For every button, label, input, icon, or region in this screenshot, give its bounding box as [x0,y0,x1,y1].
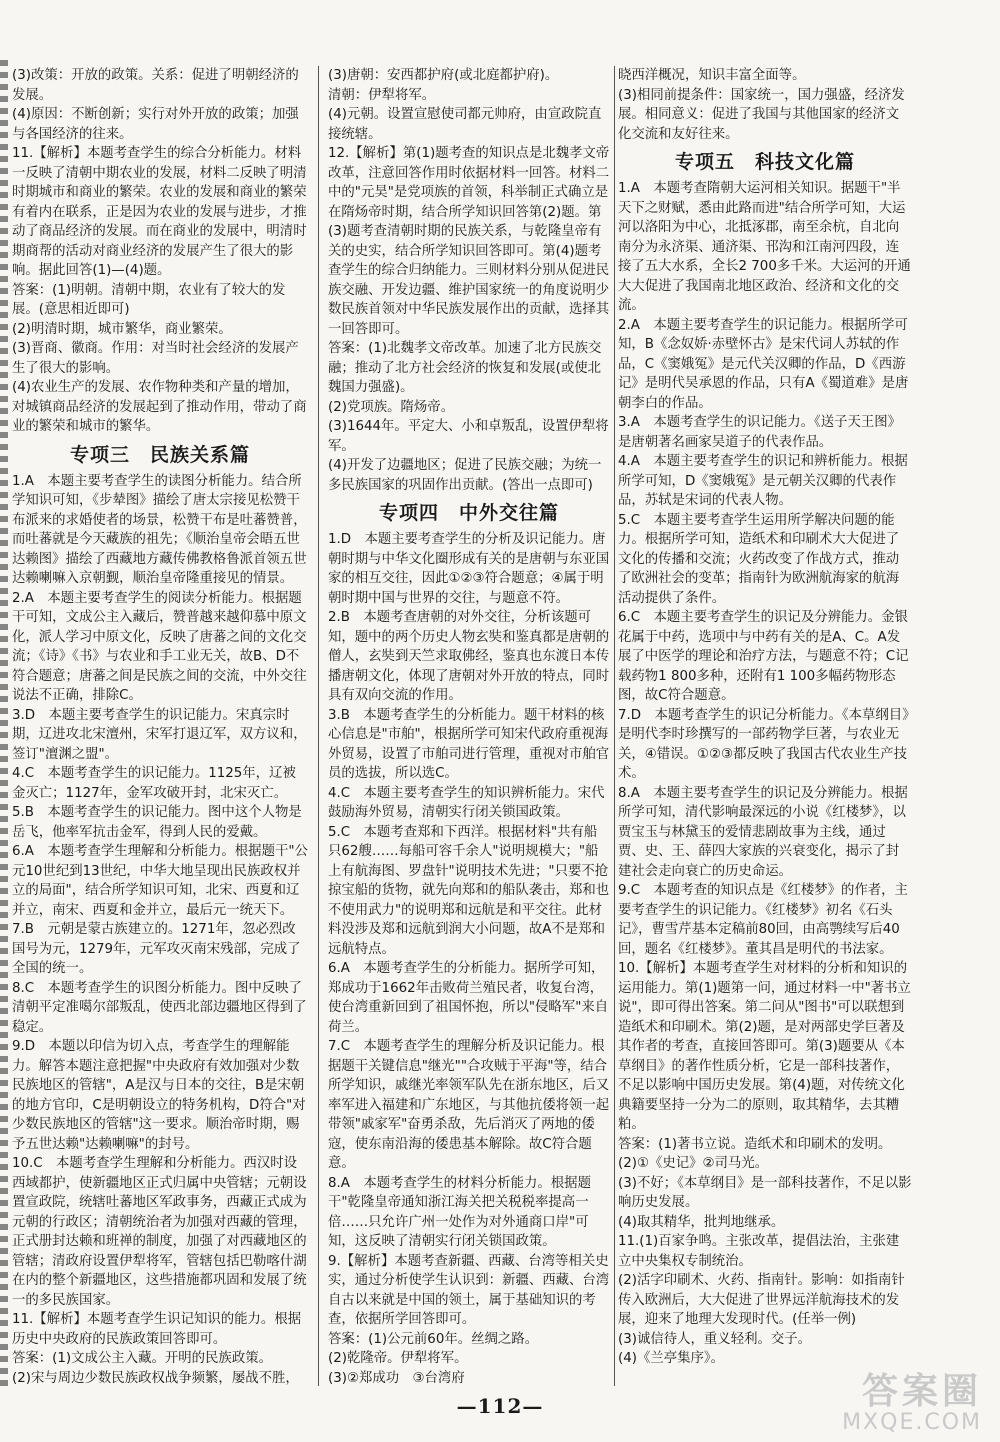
answer-paragraph: 3.A 本题考查学生的识记能力。《送子天王图》是唐朝著名画家吴道子的代表作品。 [618,415,902,450]
answer-paragraph: (3)②郑成功 ③台湾府 [328,1370,465,1386]
answer-paragraph: 6.A 本题考查学生的分析能力。据所学可知，郑成功于1662年击败荷兰殖民者，收复台湾，使台湾重新回到了祖国怀抱，所以"侵略军"来自荷兰。 [328,961,609,1035]
answer-paragraph: 4.C 本题考查学生的识记能力。1125年，辽被金灭亡；1127年，金军攻破开封，北宋灭亡。 [12,766,296,801]
answer-paragraph: 9.C 本题考查的知识点是《红楼梦》的作者，主要考查学生的识记能力。《红楼梦》初名《石头记》，曹雪芹基本定稿前80回，由高鹗续写后40回，题名《红楼梦》。董其昌是明代的书法家。 [618,883,908,957]
watermark-logo [762,1372,982,1436]
page-number: —112— [456,1394,544,1418]
column-divider [614,66,615,1386]
answer-paragraph: 12.【解析】第(1)题考查的知识点是北魏孝文帝改革，注意回答作用时依据材料一回答。材料二中的"元昊"是党项族的首领，科举制正式确立是在隋炀帝时期，结合所学知识回答第(2)题。第(3)题考查清朝时期的民族关系，与乾隆皇帝有关的史实，结合所学知识回答即可。第(4)题考查学生的综合归纳能力。三则材料分别从促进民族交融、开发边疆、维护国家统一的角度说明少数民族首领对中华民族发展作出的贡献，选择其一回答即可。 [328,146,610,337]
answer-paragraph: (2)党项族。隋炀帝。 [328,399,455,415]
answer-paragraph: (2)宋与周边少数民族政权战争频繁，屡战不胜， [12,1370,299,1386]
answer-paragraph: 2.B 本题考查唐朝的对外交往，分析该题可知，题中的两个历史人物玄奘和鉴真都是唐朝的僧人，玄奘到天竺求取佛经，鉴真也东渡日本传播唐朝文化，体现了唐朝对外开放的特点，同时具有双向交流的作用。 [328,610,610,703]
answer-column-3 [618,66,912,1386]
answer-paragraph: (3)晋商、徽商。作用：对当时社会经济的发展产生了很大的影响。 [12,341,299,376]
answer-paragraph: 5.C 本题考查郑和下西洋。根据材料"共有船只62艘……每船可容千余人"说明规模大；"船上有航海图、罗盘针"说明技术先进；"只要不抢掠宝船的货物，就先向郑和的船队袭击，郑和也不使用武力"的说明郑和远航是和平交往。此材料没涉及郑和远航到润大小问题，故A不是郑和远航特点。 [328,824,610,957]
answer-paragraph: 7.C 本题考查学生的理解分析及识记能力。根据题干关键信息"继光""合攻贼于平海"等，结合所学知识，戚继光率领军队先在浙东地区，后又率军进入福建和广东地区，与其他抗倭将领一起带领"戚家军"奋勇杀敌，先后消灭了两地的倭寇，使东南沿海的倭患基本解除。故C符合题意。 [328,1039,610,1171]
answer-paragraph: (4)农业生产的发展、农作物种类和产量的增加，对城镇商品经济的发展起到了推动作用，带动了商业的繁荣和城市的繁华。 [12,380,307,434]
answer-paragraph: 答案：(1)著书立说。造纸术和印刷术的发明。 [618,1136,892,1152]
answer-paragraph: (3)不好；《本草纲目》是一部科技著作，不足以影响历史发展。 [618,1175,912,1210]
answer-paragraph: (4)原因：不断创新；实行对外开放的政策；加强与各国经济的往来。 [12,107,299,142]
answer-paragraph: (2)乾隆帝。伊犁将军。 [328,1351,468,1366]
answer-paragraph: 5.B 本题考查学生的识记能力。图中这个人物是岳飞，他率军抗击金军，得到人民的爱戴。 [12,805,302,840]
answer-paragraph: (4)取其精华，批判地继承。 [618,1214,785,1230]
answer-paragraph: (4)《兰亭集序》。 [618,1351,725,1366]
answer-paragraph: (3)相同前提条件：国家统一，国力强盛，经济发展。相同意义：促进了我国与其他国家的经济文化交流和友好往来。 [618,87,905,142]
answer-paragraph: 4.C 本题主要考查学生的知识辨析能力。宋代鼓励海外贸易，清朝实行闭关锁国政策。 [328,785,605,820]
answer-paragraph: (2)①《史记》②司马光。 [618,1156,769,1171]
answer-paragraph: (3)改策：开放的政策。关系：促进了明朝经济的发展。 [12,68,299,103]
answer-paragraph: 3.B 本题考查学生的分析能力。题干材料的核心信息是"市舶"，根据所学可知宋代政府重视海外贸易，设置了市舶司进行管理，重视对市舶官员的选拔，所以选C。 [328,707,610,781]
answer-paragraph: 10.C 本题考查学生理解和分析能力。西汉时设西域都护，使新疆地区正式归属中央管辖；元朝设置宣政院，统辖吐蕃地区军政事务，西藏正式成为元朝的行政区；清朝统治者为加强对西藏的管理，正式册封达赖和班禅的制度，加强了对西藏地区的管辖；清政府设置伊犁将军，管辖包括巴勒喀什湖在内的整个新疆地区，这些措施都巩固和发展了统一的多民族国家。 [12,1156,307,1308]
answer-paragraph: 晓西洋概况，知识丰富全面等。 [618,68,806,83]
section-title: 专项四 中外交往篇 [378,502,559,524]
answer-paragraph: 1.A 本题考查隋朝大运河相关知识。据题干"半天下之财赋，悉由此路而进"结合所学可知，大运河以洛阳为中心，北抵涿郡，南至余杭，自北向南分为永济渠、通济渠、邗沟和江南河四段，连接了五大水系，全长2 700多千米。大运河的开通大大促进了我国南北地区政治、经济和文化的交流。 [618,181,911,313]
answer-paragraph: 清朝：伊犁将军。 [328,87,436,103]
answer-paragraph: 答案：(1)公元前60年。丝绸之路。 [328,1331,539,1347]
answer-paragraph: 答案：(1)北魏孝文帝改革。加速了北方民族交融；推动了北方社会经济的恢复和发展(或使北魏国力强盛)。 [328,341,602,395]
answer-paragraph: 5.C 本题主要考查学生运用所学解决问题的能力。根据所学可知，造纸术和印刷术大大促进了文化的传播和交流；火药改变了作战方式，推动了欧洲社会的变革；指南针为欧洲航海家的航海活动提供了条件。 [618,512,900,606]
answer-paragraph: 8.A 本题考查学生的材料分析能力。根据题干"乾隆皇帝通知浙江海关把关税税率提高一倍……只允许广州一处作为对外通商口岸"可知，这反映了清朝实行闭关锁国政策。 [328,1175,591,1249]
answer-paragraph: 2.A 本题主要考查学生的识记能力。根据所学可知，B《念奴娇·赤壁怀古》是宋代词人苏轼的作品，C《窦娥冤》是元代关汉卿的作品，D《西游记》是明代吴承恩的作品，只有A《蜀道难》是唐朝李白的作品。 [618,317,909,411]
answer-paragraph: 3.D 本题主要考查学生的识记能力。宋真宗时期，辽进攻北宋澶州，宋军打退辽军，双方议和，签订"澶渊之盟"。 [12,707,307,762]
answer-paragraph: 9.D 本题以印信为切入点，考查学生的理解能力。解答本题注意把握"中央政府有效加强对少数民族地区的管辖"，A是汉与日本的交往，B是宋朝的地方官印，C是明朝设立的特务机构，D符合"对少数民族地区的管辖"这一要求。顺治帝时期，赐予五世达赖"达赖喇嘛"的封号。 [12,1039,306,1152]
answer-paragraph: 11.【解析】本题考查学生的综合分析能力。材料一反映了清朝中期农业的发展，材料二反映了明清时期城市和商业的繁荣。农业的发展和商业的繁荣有着内在联系，正是因为农业的发展与进步，才推动了商品经济的发展。而在商业的发展中，明清时期商帮的活动对商业经济的发展产生了很大的影响。据此回答(1)—(4)题。 [12,146,307,278]
binding-edge [0,60,8,1390]
answer-paragraph: 7.D 本题考查学生的识记分析能力。《本草纲目》是明代李时珍撰写的一部药物学巨著，与农业无关，④错误。①②③都反映了我国古代农业生产技术。 [618,707,909,781]
answer-paragraph: 6.C 本题主要考查学生的识记及分辨能力。金银花属于中药，选项中与中药有关的是A、C。A发展了中医学的理论和治疗方法，与题意不符；C记载药物1 800多种，还附有1 100多幅药物形态图，故C符合题意。 [618,610,909,703]
answer-paragraph: (4)开发了边疆地区；促进了民族交融；为统一多民族国家的巩固作出贡献。(答出一点即可) [328,458,602,493]
answer-paragraph: (2)明清时期，城市繁华，商业繁荣。 [12,321,232,337]
section-title: 专项三 民族关系篇 [69,443,250,466]
watermark-url: MXQE.COM [842,1410,982,1435]
answer-paragraph: 10.【解析】本题考查学生对材料的分析和知识的运用能力。第(1)题第一问，通过材料一中"著书立说"，即可得出答案。第二问从"图书"可以联想到造纸术和印刷术。第(2)题，是对两部史学巨著及其作者的考查，直接回答即可。第(3)题要从《本草纲目》的著作性质分析，它是一部科技著作，不足以影响中国历史发展。第(4)题，对传统文化典籍要坚持一分为二的原则，取其精华，去其糟粕。 [618,961,911,1132]
answer-paragraph: 答案：(1)文成公主入藏。开明的民族政策。 [12,1351,272,1366]
answer-paragraph: 6.A 本题考查学生理解和分析能力。根据题干"公元10世纪到13世纪，中华大地呈现出民族政权并立的局面"，结合所学知识可知，北宋、西夏和辽并立，南宋、西夏和金并立，最后元一统天下。 [12,844,308,918]
answer-paragraph: 9.【解析】本题考查新疆、西藏、台湾等相关史实，通过分析使学生认识到：新疆、西藏、台湾自古以来就是中国的领土，属于基础知识的考查，依据所学回答即可。 [328,1253,610,1327]
column-divider [318,66,319,1386]
answer-paragraph: 答案：(1)明朝。清朝中期，农业有了较大的发展。(意思相近即可) [12,282,286,317]
answer-paragraph: 7.B 元朝是蒙古族建立的。1271年，忽必烈改国号为元，1279年，元军攻灭南宋残部，完成了全国的统一。 [12,922,301,976]
answer-column-2 [328,66,610,1386]
answer-column-1 [12,66,308,1386]
section-title: 专项五 科技文化篇 [674,151,855,173]
answer-paragraph: (3)1644年。平定大、小和卓叛乱，设置伊犁将军。 [328,419,609,454]
answer-paragraph: 8.C 本题考查学生的识图分析能力。图中反映了清朝平定准噶尔部叛乱，使西北部边疆地区得到了稳定。 [12,980,307,1035]
answer-paragraph: 4.A 本题主要考查学生的识记和辨析能力。根据所学可知，D《窦娥冤》是元朝关汉卿的代表作品，苏轼是宋词的代表人物。 [618,454,908,508]
answer-paragraph: (3)唐朝：安西都护府(或北庭都护府)。 [328,68,559,83]
answer-paragraph: 11.(1)百家争鸣。主张改革，提倡法治，主张建立中央集权专制统治。 [618,1234,900,1269]
answer-paragraph: 1.D 本题主要考查学生的分析及识记能力。唐朝时期与中华文化圈形成有关的是唐朝与东亚国家的相互交往，因此①②③符合题意；④属于明朝时期中国与世界的交往，与题意不符。 [328,532,610,606]
watermark-title: 答案圈 [861,1371,982,1412]
answer-paragraph: (4)元朝。设置宣慰使司都元帅府，由宣政院直接统辖。 [328,107,602,142]
answer-paragraph: 2.A 本题主要考查学生的阅读分析能力。根据题干可知，文成公主入藏后，赞普越来越仰慕中原文化，派人学习中原文化，反映了唐蕃之间的文化交流；《诗》《书》与农业和手工业无关，故B、D不符合题意；唐蕃之间是民族之间的交流，中外交往说法不正确，排除C。 [12,590,307,703]
answer-paragraph: 1.A 本题主要考查学生的读图分析能力。结合所学知识可知，《步辇图》描绘了唐太宗接见松赞干布派来的求婚使者的场景，松赞干布是吐蕃赞普，而吐蕃就是今天藏族的祖先；《顺治皇帝会晤五世达赖图》描绘了西藏地方藏传佛教格鲁派首领五世达赖喇嘛入京朝觐，顺治皇帝隆重接见的情景。 [12,473,307,586]
answer-paragraph: (2)活字印刷术、火药、指南针。影响：如指南针传入欧洲后，大大促进了世界远洋航海技术的发展，迎来了地理大发现时代。(任举一例) [618,1273,905,1327]
answer-paragraph: 8.A 本题主要考查学生的识记及分辨能力。根据所学可知，清代影响最深远的小说《红楼梦》，以贾宝玉与林黛玉的爱情悲剧故事为主线，通过贾、史、王、薛四大家族的兴衰变化，揭示了封建社会走向衰亡的历史命运。 [618,785,908,879]
answer-paragraph: (3)诚信待人，重义轻利。交子。 [618,1331,812,1347]
answer-paragraph: 11.【解析】本题考查学生识记知识的能力。根据历史中央政府的民族政策回答即可。 [12,1312,302,1347]
